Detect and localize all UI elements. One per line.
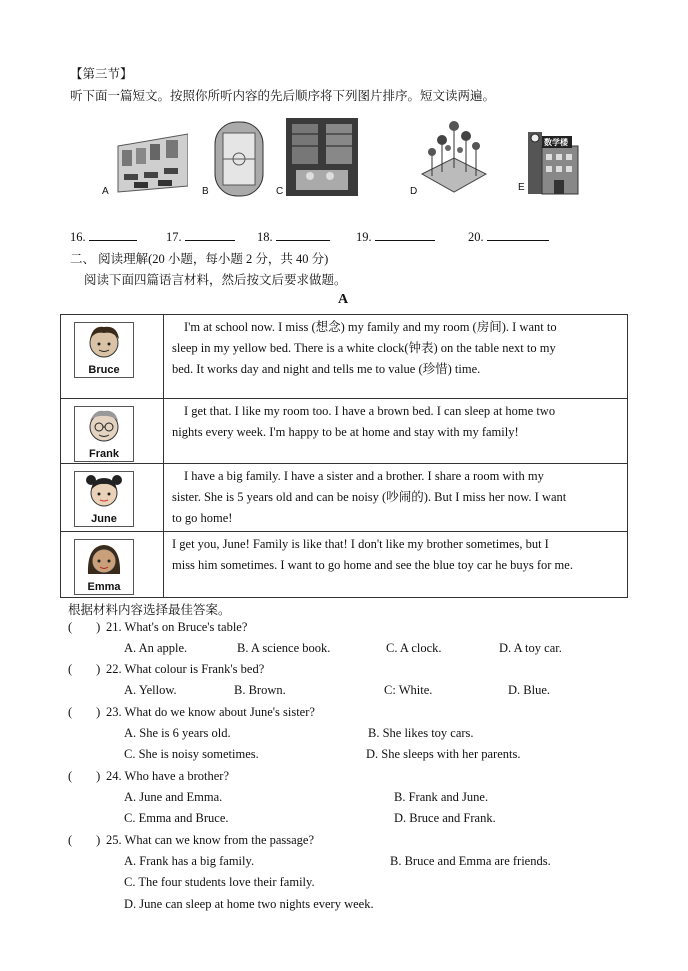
passage-text-frank: I get that. I like my room too. I have a brown bed. I can sleep at home two nights every week. I'm happy to be at home and stay with my family! <box>164 399 628 464</box>
garden-picture <box>418 118 490 198</box>
avatar-name: June <box>91 513 117 525</box>
picture-row <box>100 116 580 200</box>
avatar-bruce <box>74 322 134 378</box>
avatar-june <box>74 471 134 527</box>
blank-17[interactable]: 17. <box>166 228 235 245</box>
picture-label-b: B <box>202 186 209 197</box>
option-23-c[interactable]: C. She is noisy sometimes. <box>124 747 259 761</box>
option-25-b[interactable]: B. Bruce and Emma are friends. <box>390 854 551 868</box>
answer-paren-24[interactable]: ( ) <box>68 769 101 783</box>
option-21-d[interactable]: D. A toy car. <box>499 641 562 655</box>
option-21-b[interactable]: B. A science book. <box>237 641 331 655</box>
avatar-cell <box>61 464 164 532</box>
passage-row-emma <box>61 532 628 598</box>
option-22-d[interactable]: D. Blue. <box>508 683 551 697</box>
avatar-name: Bruce <box>88 364 120 376</box>
option-24-d[interactable]: D. Bruce and Frank. <box>394 811 496 825</box>
avatar-cell <box>61 315 164 399</box>
passage-label: A <box>338 292 349 307</box>
avatar-cell <box>61 399 164 464</box>
avatar-cell <box>61 532 164 598</box>
section-instruction: 听下面一篇短文。按照你所听内容的先后顺序将下列图片排序。短文读两遍。 <box>70 89 496 103</box>
option-25-a[interactable]: A. Frank has a big family. <box>124 854 255 868</box>
part2-heading: 二、 阅读理解(20 小题，每小题 2 分，共 40 分) <box>70 252 329 266</box>
picture-label-d: D <box>410 186 418 197</box>
section-title: 【第三节】 <box>70 67 133 81</box>
option-25-c[interactable]: C. The four students love their family. <box>124 875 315 889</box>
blank-16[interactable]: 16. <box>70 228 137 245</box>
answer-paren-25[interactable]: ( ) <box>68 833 101 847</box>
picture-label-a: A <box>102 186 109 197</box>
option-22-c[interactable]: C: White. <box>384 683 433 697</box>
math-building-picture <box>524 124 580 196</box>
option-21-a[interactable]: A. An apple. <box>124 641 188 655</box>
option-21-c[interactable]: C. A clock. <box>386 641 442 655</box>
questions-intro: 根据材料内容选择最佳答案。 <box>68 603 231 617</box>
sports-field-picture <box>214 121 264 197</box>
option-24-b[interactable]: B. Frank and June. <box>394 790 489 804</box>
avatar-name: Emma <box>87 581 121 593</box>
question-stem-22: 22. What colour is Frank's bed? <box>106 662 265 676</box>
option-22-a[interactable]: A. Yellow. <box>124 683 177 697</box>
passage-row-frank <box>61 399 628 464</box>
question-stem-21: 21. What's on Bruce's table? <box>106 620 248 634</box>
passage-text-emma: I get you, June! Family is like that! I don't like my brother sometimes, but I miss him sometimes. I want to go home and see the blue toy car he buys for me. <box>164 532 628 598</box>
part2-instruction: 阅读下面四篇语言材料，然后按文后要求做题。 <box>84 273 347 287</box>
passage-text-bruce: I'm at school now. I miss (想念) my family and my room (房间). I want to sleep in my yellow bed. There is a white clock(钟表) on the table next to my bed. It works day and night and tells me to value (珍惜) time. <box>164 315 628 399</box>
question-stem-25: 25. What can we know from the passage? <box>106 833 315 847</box>
avatar-emma <box>74 539 134 595</box>
picture-label-e: E <box>518 182 525 193</box>
option-25-d[interactable]: D. June can sleep at home two nights every week. <box>124 897 374 911</box>
option-23-a[interactable]: A. She is 6 years old. <box>124 726 231 740</box>
option-24-a[interactable]: A. June and Emma. <box>124 790 223 804</box>
passage-text-june: I have a big family. I have a sister and a brother. I share a room with my sister. She is 5 years old and can be noisy (吵闹的). But I miss her now. I want to go home! <box>164 464 628 532</box>
avatar-frank <box>74 406 134 462</box>
avatar-name: Frank <box>89 448 119 460</box>
option-23-d[interactable]: D. She sleeps with her parents. <box>366 747 521 761</box>
blank-20[interactable]: 20. <box>468 228 549 245</box>
option-22-b[interactable]: B. Brown. <box>234 683 286 697</box>
blank-19[interactable]: 19. <box>356 228 435 245</box>
option-24-c[interactable]: C. Emma and Bruce. <box>124 811 229 825</box>
picture-label-c: C <box>276 186 284 197</box>
classroom-picture <box>110 126 188 198</box>
question-stem-23: 23. What do we know about June's sister? <box>106 705 315 719</box>
passage-row-june <box>61 464 628 532</box>
reading-passage-table <box>60 314 628 598</box>
answer-paren-22[interactable]: ( ) <box>68 662 101 676</box>
answer-paren-23[interactable]: ( ) <box>68 705 101 719</box>
option-23-b[interactable]: B. She likes toy cars. <box>368 726 474 740</box>
blank-18[interactable]: 18. <box>257 228 330 245</box>
question-stem-24: 24. Who have a brother? <box>106 769 229 783</box>
passage-row-bruce <box>61 315 628 399</box>
library-picture <box>286 118 358 196</box>
answer-paren-21[interactable]: ( ) <box>68 620 101 634</box>
building-sign: 数学楼 <box>544 138 568 147</box>
